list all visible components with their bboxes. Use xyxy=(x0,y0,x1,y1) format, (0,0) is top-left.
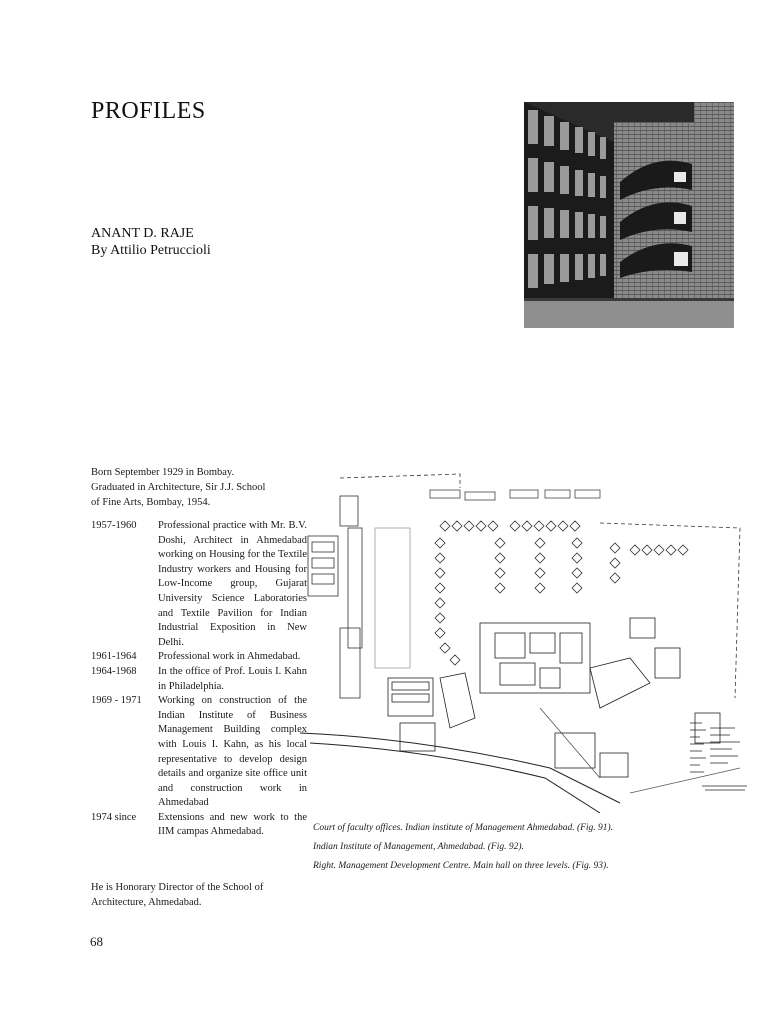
timeline-years: 1964-1968 xyxy=(91,665,137,677)
timeline-years: 1974 since xyxy=(91,811,137,823)
timeline-entry xyxy=(91,519,307,650)
profile-heading xyxy=(91,225,211,259)
faculty-court-photo xyxy=(524,102,734,328)
timeline-entry xyxy=(91,665,307,694)
subject-name: ANANT D. RAJE xyxy=(91,226,194,241)
career-timeline xyxy=(91,519,307,840)
page-title: PROFILES xyxy=(91,98,206,124)
intro-line: Born September 1929 in Bombay. xyxy=(91,467,235,478)
timeline-text: Professional work in Ahmedabad. xyxy=(158,651,301,663)
timeline-entry xyxy=(91,811,307,840)
timeline-years: 1957-1960 xyxy=(91,520,137,531)
honorary-note: He is Honorary Director of the School of Architecture, Ahmedabad. xyxy=(91,882,264,908)
biography-intro xyxy=(91,465,311,510)
timeline-text: In the office of Prof. Louis I. Kahn in Philadelphia. xyxy=(158,665,307,692)
caption-fig-92: Indian Institute of Management, Ahmedabad. (Fig. 92). xyxy=(313,842,524,852)
timeline-entry xyxy=(91,694,307,811)
author-byline: By Attilio Petruccioli xyxy=(91,243,211,258)
timeline-text: Working on construction of the Indian Institute of Business Management Building complex with Louis I. Kahn, as his local representative to develop design details and organize site office unit and construction work in Ahmedabad xyxy=(158,695,307,809)
timeline-text: Extensions and new work to the IIM campas Ahmedabad. xyxy=(158,811,307,838)
timeline-years: 1961-1964 xyxy=(91,651,137,663)
figure-captions xyxy=(313,823,733,880)
intro-line: of Fine Arts, Bombay, 1954. xyxy=(91,497,211,508)
timeline-years: 1969 - 1971 xyxy=(91,695,142,707)
timeline-text: Professional practice with Mr. B.V. Doshi, Architect in Ahmedabad working on Housing for the Textile Industry workers and Housing for Low-Income group, Gujarat University Science Laboratories and Textile Pavilion for Indian Industrial Exposition in New Delhi. xyxy=(158,520,307,648)
timeline-entry xyxy=(91,650,307,665)
intro-line: Graduated in Architecture, Sir J.J. School xyxy=(91,482,266,493)
caption-fig-91: Court of faculty offices. Indian institute of Management Ahmedabad. (Fig. 91). xyxy=(313,823,614,833)
caption-fig-93: Right. Management Development Centre. Main hall on three levels. (Fig. 93). xyxy=(313,861,609,871)
site-plan-drawing xyxy=(300,468,750,813)
page-number: 68 xyxy=(90,934,103,949)
